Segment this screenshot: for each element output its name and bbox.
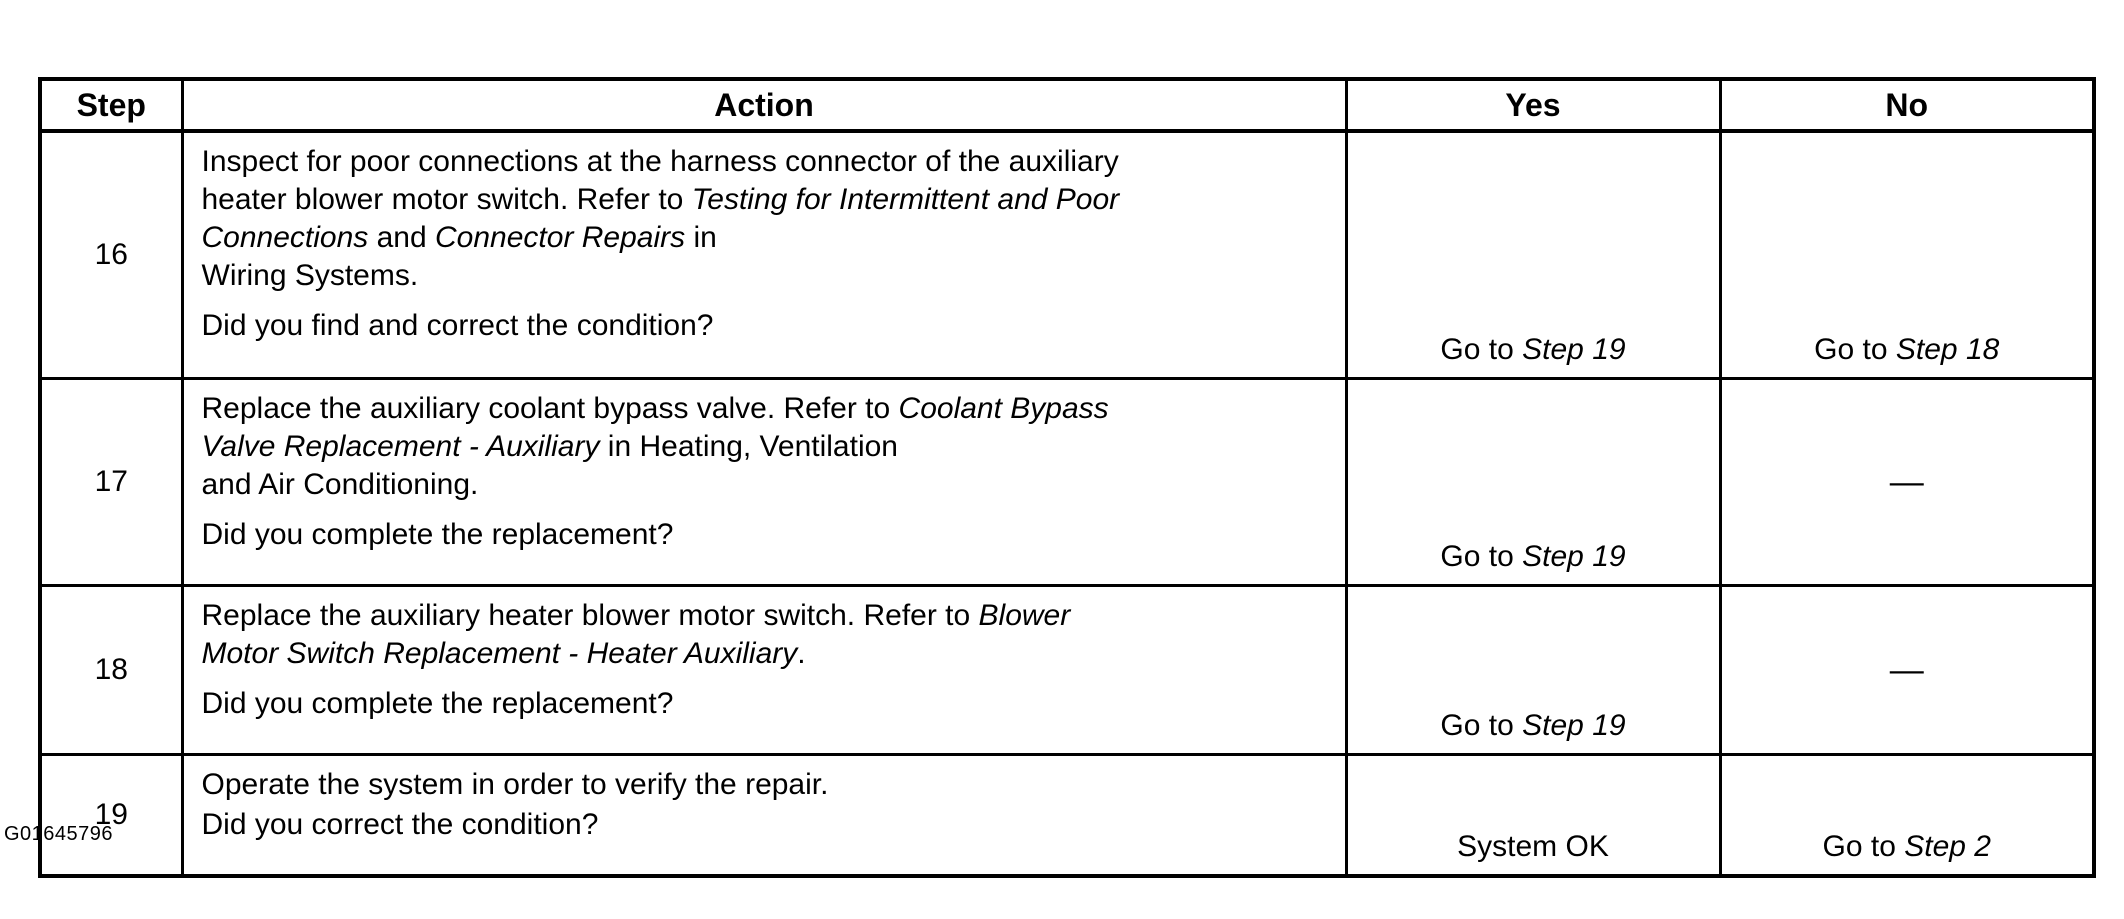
- diagnostic-table: [38, 77, 2096, 878]
- action-question: Did you find and correct the condition?: [201, 309, 714, 342]
- action-line: Wiring Systems.: [201, 259, 419, 292]
- no-dash: —: [1889, 650, 1924, 689]
- no-cell: [1720, 755, 2094, 877]
- no-cell: [1720, 131, 2094, 379]
- yes-step-link[interactable]: Step 19: [1522, 333, 1626, 366]
- no-dash: —: [1889, 462, 1924, 501]
- yes-prefix: Go to: [1440, 540, 1523, 573]
- no-cell: [1720, 379, 2094, 586]
- action-line: and: [368, 221, 436, 254]
- reference-link[interactable]: Coolant Bypass: [898, 392, 1109, 425]
- action-text: [202, 597, 1327, 673]
- action-line: Inspect for poor connections at the harness connector of the auxiliary: [201, 145, 1119, 178]
- header-no: No: [1720, 79, 2094, 131]
- no-prefix: Go to: [1822, 830, 1905, 863]
- no-prefix: Go to: [1814, 333, 1896, 366]
- yes-prefix: Go to: [1440, 709, 1523, 742]
- action-text: [202, 143, 1327, 295]
- reference-link[interactable]: Connections: [201, 221, 369, 254]
- table-row: [40, 586, 2094, 755]
- step-number: 17: [40, 379, 182, 586]
- step-number: 18: [40, 586, 182, 755]
- no-step-link[interactable]: Step 18: [1895, 333, 2000, 366]
- action-line: Operate the system in order to verify the repair.: [201, 768, 829, 801]
- action-text: [202, 766, 1327, 804]
- action-text: [202, 390, 1327, 504]
- header-step: Step: [40, 79, 182, 131]
- yes-text: System OK: [1457, 830, 1609, 863]
- action-line: in Heating, Ventilation: [599, 430, 898, 463]
- action-line: in: [685, 221, 717, 254]
- table-row: [40, 755, 2094, 877]
- header-action: Action: [182, 79, 1346, 131]
- yes-step-link[interactable]: Step 19: [1522, 709, 1626, 742]
- action-line: Replace the auxiliary coolant bypass valve. Refer to: [201, 392, 899, 425]
- action-question: Did you complete the replacement?: [201, 518, 674, 551]
- yes-step-link[interactable]: Step 19: [1522, 540, 1626, 573]
- action-line: heater blower motor switch. Refer to: [201, 183, 692, 216]
- action-cell: [182, 131, 1346, 379]
- reference-link[interactable]: Motor Switch Replacement - Heater Auxiliary: [201, 637, 798, 670]
- action-cell: [182, 586, 1346, 755]
- figure-id: G01645796: [4, 823, 114, 845]
- yes-cell: [1346, 131, 1720, 379]
- action-line: Replace the auxiliary heater blower motor switch. Refer to: [201, 599, 979, 632]
- reference-link[interactable]: Testing for Intermittent and Poor: [691, 183, 1120, 216]
- reference-link[interactable]: Valve Replacement - Auxiliary: [201, 430, 600, 463]
- step-number: 16: [40, 131, 182, 379]
- action-question: Did you correct the condition?: [201, 808, 599, 841]
- no-step-link[interactable]: Step 2: [1904, 830, 1991, 863]
- action-question: Did you complete the replacement?: [201, 687, 674, 720]
- yes-cell: [1346, 755, 1720, 877]
- action-cell: [182, 755, 1346, 877]
- action-cell: [182, 379, 1346, 586]
- table-row: [40, 379, 2094, 586]
- step-number: 19: [40, 755, 182, 877]
- action-line: .: [797, 637, 806, 670]
- table-row: [40, 131, 2094, 379]
- yes-cell: [1346, 379, 1720, 586]
- reference-link[interactable]: Connector Repairs: [435, 221, 686, 254]
- yes-cell: [1346, 586, 1720, 755]
- action-line: and Air Conditioning.: [201, 468, 479, 501]
- header-yes: Yes: [1346, 79, 1720, 131]
- reference-link[interactable]: Blower: [978, 599, 1071, 632]
- table-header-row: [40, 79, 2094, 131]
- yes-prefix: Go to: [1440, 333, 1523, 366]
- no-cell: [1720, 586, 2094, 755]
